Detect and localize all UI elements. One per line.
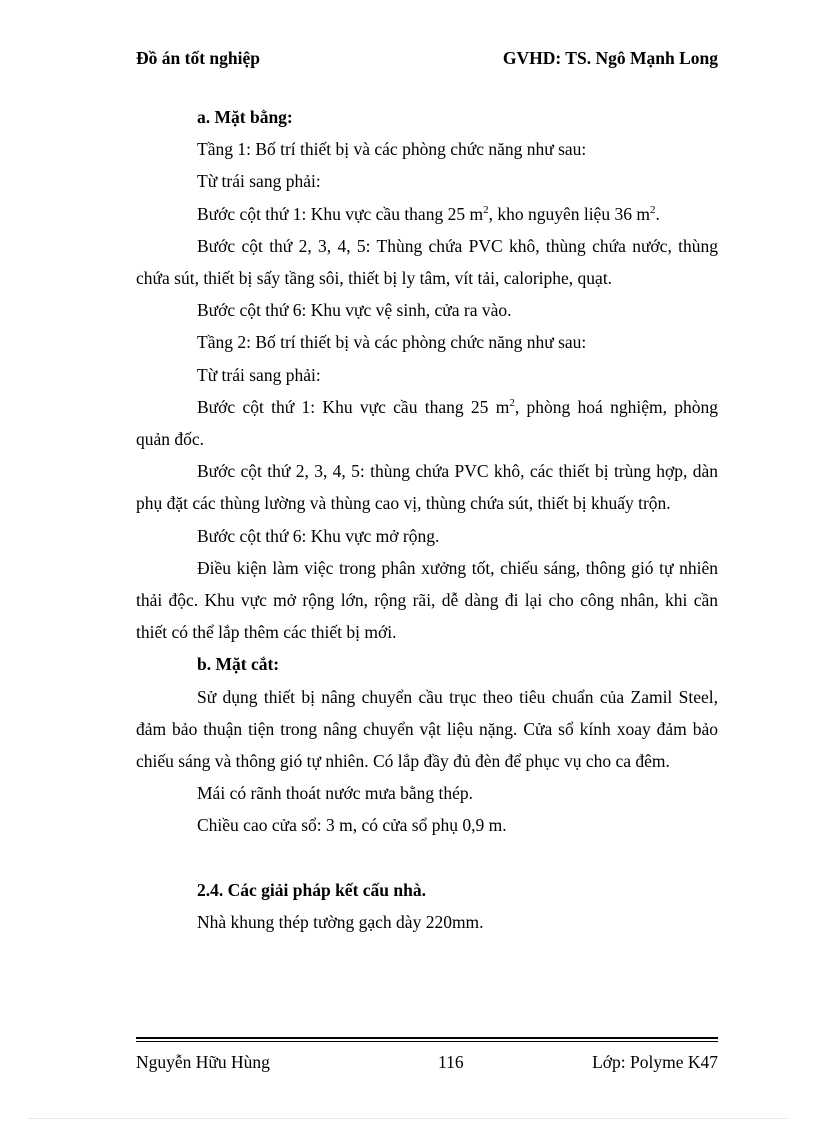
window-paragraph: Chiều cao cửa sổ: 3 m, có cửa sổ phụ 0,9 m. bbox=[197, 815, 507, 836]
floor1-intro: Tầng 1: Bố trí thiết bị và các phòng chức năng như sau: bbox=[197, 139, 587, 160]
header-supervisor: GVHD: TS. Ngô Mạnh Long bbox=[502, 48, 718, 68]
floor2-columns-2-5: Bước cột thứ 2, 3, 4, 5: thùng chứa PVC khô, các thiết bị trùng hợp, dàn phụ đặt các thùng lường và thùng cao vị, thùng chứa sút, thiết bị khuấy trộn. bbox=[136, 461, 718, 514]
working-conditions: Điều kiện làm việc trong phân xưởng tốt, chiếu sáng, thông gió tự nhiên thải độc. Khu vực mở rộng lớn, rộng rãi, dễ dàng đi lại cho công nhân, khi cần thiết có thể lắp thêm các thiết bị mới. bbox=[136, 557, 718, 643]
section-2-4-heading: 2.4. Các giải pháp kết cấu nhà. bbox=[197, 879, 426, 900]
page-footer bbox=[136, 1052, 718, 1078]
footer-page-number: 116 bbox=[438, 1052, 464, 1072]
floor1-columns-2-5: Bước cột thứ 2, 3, 4, 5: Thùng chứa PVC khô, thùng chứa nước, thùng chứa sút, thiết bị sấy tầng sôi, thiết bị ly tâm, vít tải, caloriphe, quạt. bbox=[136, 235, 718, 289]
header-thesis-title: Đồ án tốt nghiệp bbox=[136, 48, 260, 68]
footer-author: Nguyễn Hữu Hùng bbox=[136, 1052, 270, 1072]
document-body bbox=[136, 101, 718, 938]
crane-paragraph: Sử dụng thiết bị nâng chuyển cầu trục theo tiêu chuẩn của Zamil Steel, đảm bảo thuận tiện trong nâng chuyển vật liệu nặng. Cửa sổ kính xoay đảm bảo chiếu sáng và thông gió tự nhiên. Có lắp đầy đủ đèn để phục vụ cho ca đêm. bbox=[136, 686, 718, 772]
floor2-column6: Bước cột thứ 6: Khu vực mở rộng. bbox=[197, 525, 440, 546]
floor1-column1: Bước cột thứ 1: Khu vực cầu thang 25 $m^2$, kho nguyên liệu 36 $m^2$. bbox=[197, 203, 660, 224]
footer-class: Lớp: Polyme K47 bbox=[592, 1052, 718, 1072]
structure-paragraph: Nhà khung thép tường gạch dày 220mm. bbox=[197, 911, 484, 932]
roof-paragraph: Mái có rãnh thoát nước mưa bằng thép. bbox=[197, 783, 474, 804]
footer-rule-thin bbox=[136, 1041, 718, 1042]
floor1-left-to-right: Từ trái sang phải: bbox=[197, 171, 321, 192]
floor2-column1: Bước cột thứ 1: Khu vực cầu thang 25 $m^2$, phòng hoá nghiệm, phòng quản đốc. bbox=[136, 396, 718, 450]
floor1-column6: Bước cột thứ 6: Khu vực vệ sinh, cửa ra vào. bbox=[197, 300, 512, 321]
page-bottom-border bbox=[28, 1118, 788, 1119]
section-b-heading: b. Mặt cắt: bbox=[197, 654, 280, 675]
spacer bbox=[136, 842, 718, 874]
footer-rule-thick bbox=[136, 1037, 718, 1039]
page-header bbox=[136, 48, 718, 72]
floor2-intro: Tầng 2: Bố trí thiết bị và các phòng chức năng như sau: bbox=[197, 332, 587, 353]
section-a-heading: a. Mặt bằng: bbox=[197, 107, 293, 127]
floor2-left-to-right: Từ trái sang phải: bbox=[197, 364, 321, 385]
